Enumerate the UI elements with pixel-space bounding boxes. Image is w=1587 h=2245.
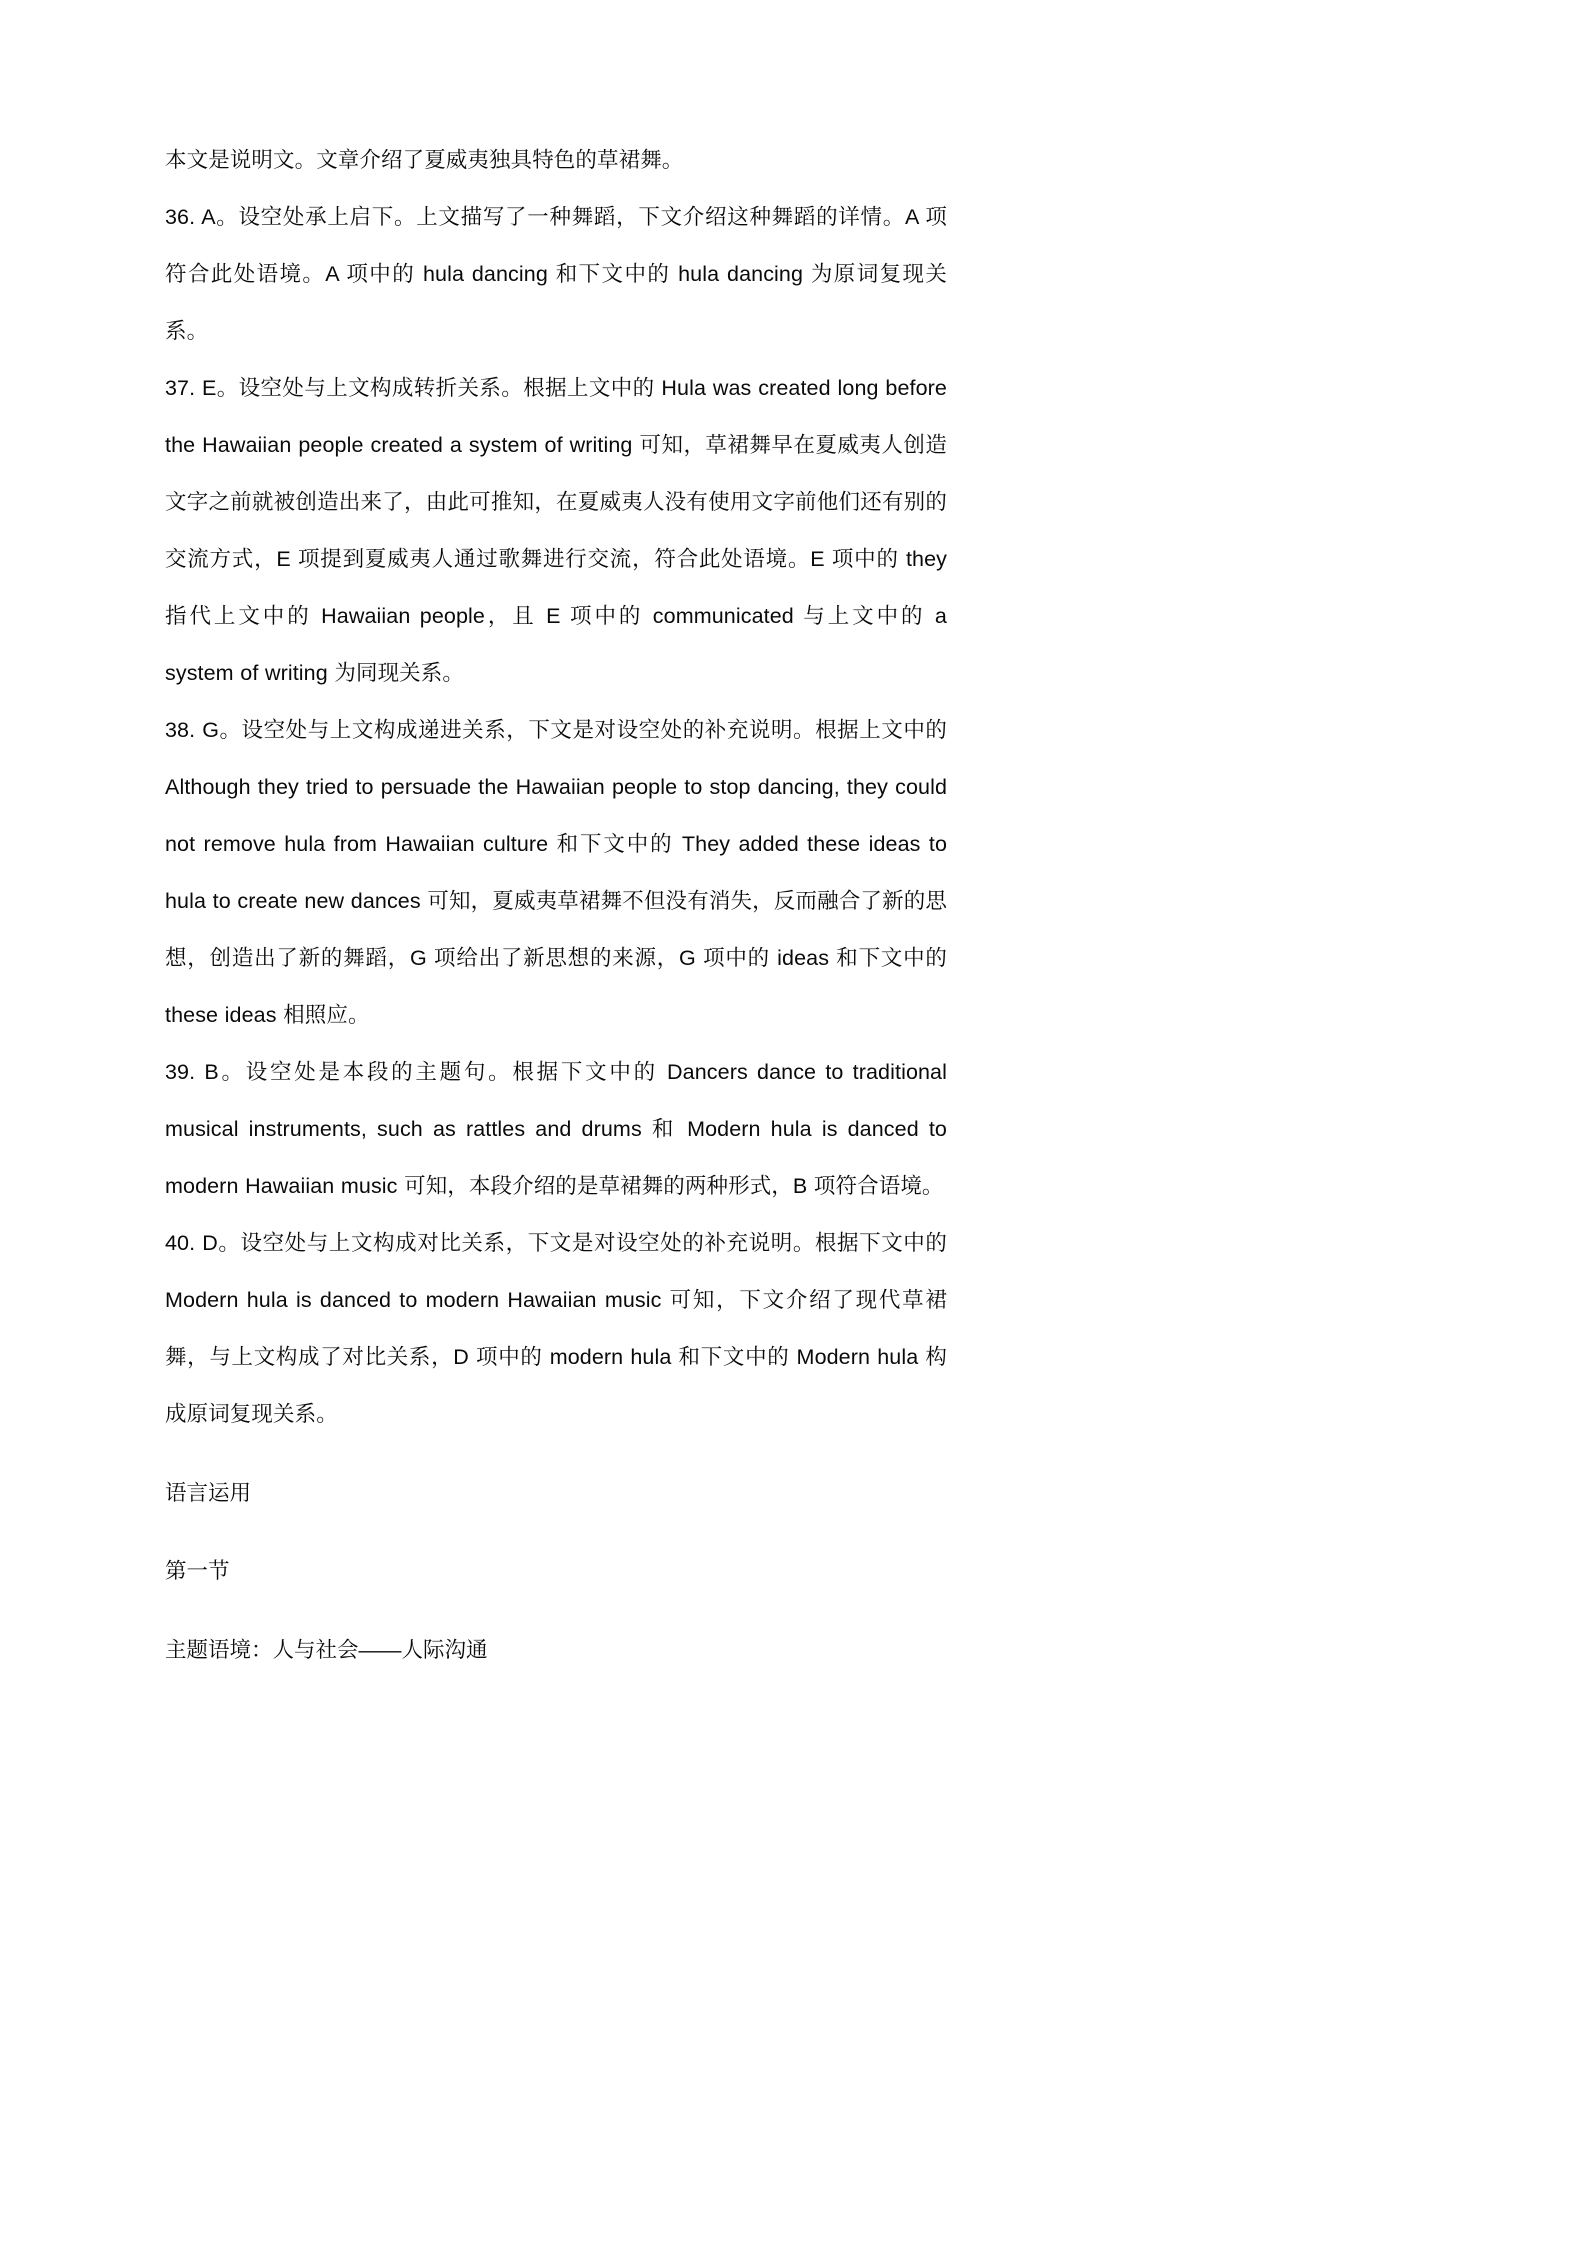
explanation-item-40: 40. D。设空处与上文构成对比关系，下文是对设空处的补充说明。根据下文中的 Modern hula is danced to modern Hawaiian music 可知，下文介绍了现代草裙舞，与上文构成了对比关系，D 项中的 modern hula 和下文中的 Modern hula 构成原词复现关系。 xyxy=(165,1231,947,1426)
explanation-item-37: 37. E。设空处与上文构成转折关系。根据上文中的 Hula was created long before the Hawaiian people created a system of writing 可知，草裙舞早在夏威夷人创造文字之前就被创造出来了，由此可推知，在夏威夷人没有使用文字前他们还有别的交流方式，E 项提到夏威夷人通过歌舞进行交流，符合此处语境。E 项中的 they 指代上文中的 Hawaiian people，且 E 项中的 communicated 与上文中的 a system of writing 为同现关系。 xyxy=(165,376,947,685)
part-title-first-section: 第一节 xyxy=(165,1559,230,1583)
explanation-item-38: 38. G。设空处与上文构成递进关系，下文是对设空处的补充说明。根据上文中的 Although they tried to persuade the Hawaiian people to stop dancing, they could not remove hula from Hawaiian culture 和下文中的 They added these ideas to hula to create new dances 可知，夏威夷草裙舞不但没有消失，反而融合了新的思想，创造出了新的舞蹈，G 项给出了新思想的来源，G 项中的 ideas 和下文中的 these ideas 相照应。 xyxy=(165,718,947,1027)
explanation-item-39: 39. B。设空处是本段的主题句。根据下文中的 Dancers dance to traditional musical instruments, such as rattles and drums 和 Modern hula is danced to modern Hawaiian music 可知，本段介绍的是草裙舞的两种形式，B 项符合语境。 xyxy=(165,1060,947,1198)
section-title-language-use: 语言运用 xyxy=(165,1480,252,1505)
intro-paragraph: 本文是说明文。文章介绍了夏威夷独具特色的草裙舞。 xyxy=(165,148,684,172)
theme-context-line: 主题语境：人与社会——人际沟通 xyxy=(165,1637,488,1662)
document-body xyxy=(165,132,947,1700)
explanation-item-36: 36. A。设空处承上启下。上文描写了一种舞蹈，下文介绍这种舞蹈的详情。A 项符合此处语境。A 项中的 hula dancing 和下文中的 hula dancing 为原词复现关系。 xyxy=(165,205,947,343)
